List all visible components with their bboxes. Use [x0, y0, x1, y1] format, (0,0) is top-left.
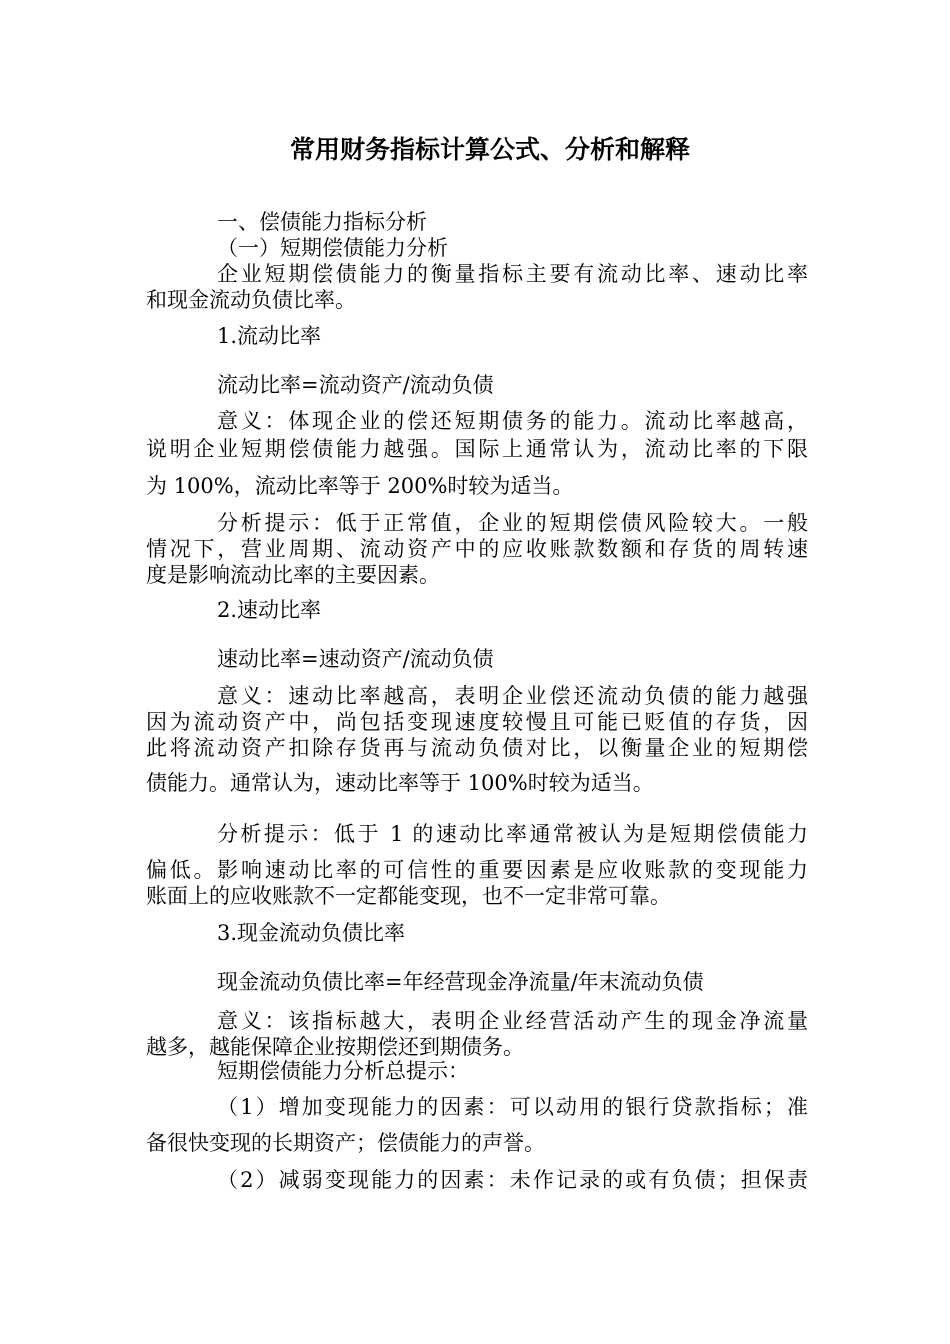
paragraph-line: 意义：体现企业的偿还短期债务的能力。流动比率越高， — [217, 409, 808, 433]
paragraph-line: 分析提示：低于 1 的速动比率通常被认为是短期偿债能力 — [217, 822, 808, 846]
paragraph-line: 意义：速动比率越高，表明企业偿还流动负债的能力越强 — [217, 684, 808, 708]
paragraph-line: 因为流动资产中，尚包括变现速度较慢且可能已贬值的存货，因 — [146, 710, 808, 734]
formula-line: 现金流动负债比率=年经营现金净流量/年末流动负债 — [217, 970, 704, 994]
paragraph-line: 偏低。影响速动比率的可信性的重要因素是应收账款的变现能力 — [146, 858, 808, 882]
paragraph-line: 分析提示：低于正常值，企业的短期偿债风险较大。一般 — [217, 511, 808, 535]
paragraph-line: （1）增加变现能力的因素：可以动用的银行贷款指标；准 — [217, 1095, 808, 1119]
paragraph-line: 短期偿债能力分析总提示： — [217, 1059, 469, 1083]
item-heading: 3.现金流动负债比率 — [217, 921, 406, 945]
paragraph-line: 为 100%，流动比率等于 200%时较为适当。 — [146, 474, 574, 498]
paragraph-line: 和现金流动负债比率。 — [146, 288, 356, 312]
paragraph-line: 账面上的应收账款不一定都能变现，也不一定非常可靠。 — [146, 884, 671, 908]
paragraph-line: 此将流动资产扣除存货再与流动负债对比，以衡量企业的短期偿 — [146, 736, 808, 760]
paragraph-line: 情况下，营业周期、流动资产中的应收账款数额和存货的周转速 — [146, 537, 808, 561]
document-title: 常用财务指标计算公式、分析和解释 — [290, 135, 691, 164]
formula-line: 速动比率=速动资产/流动负债 — [217, 647, 494, 671]
paragraph-line: （2）减弱变现能力的因素：未作记录的或有负债；担保责 — [217, 1168, 808, 1192]
section-heading: 一、偿债能力指标分析 — [217, 210, 427, 234]
item-heading: 2.速动比率 — [217, 598, 322, 622]
item-heading: 1.流动比率 — [217, 324, 322, 348]
subsection-heading: （一）短期偿债能力分析 — [217, 236, 448, 260]
paragraph-line: 越多，越能保障企业按期偿还到期债务。 — [146, 1035, 524, 1059]
paragraph-line: 度是影响流动比率的主要因素。 — [146, 563, 440, 587]
paragraph-line: 备很快变现的长期资产；偿债能力的声誉。 — [146, 1131, 545, 1155]
formula-line: 流动比率=流动资产/流动负债 — [217, 373, 494, 397]
paragraph-line: 债能力。通常认为，速动比率等于 100%时较为适当。 — [146, 771, 654, 795]
paragraph-line: 企业短期偿债能力的衡量指标主要有流动比率、速动比率 — [217, 262, 808, 286]
paragraph-line: 说明企业短期偿债能力越强。国际上通常认为，流动比率的下限 — [146, 437, 808, 461]
paragraph-line: 意义：该指标越大，表明企业经营活动产生的现金净流量 — [217, 1009, 808, 1033]
